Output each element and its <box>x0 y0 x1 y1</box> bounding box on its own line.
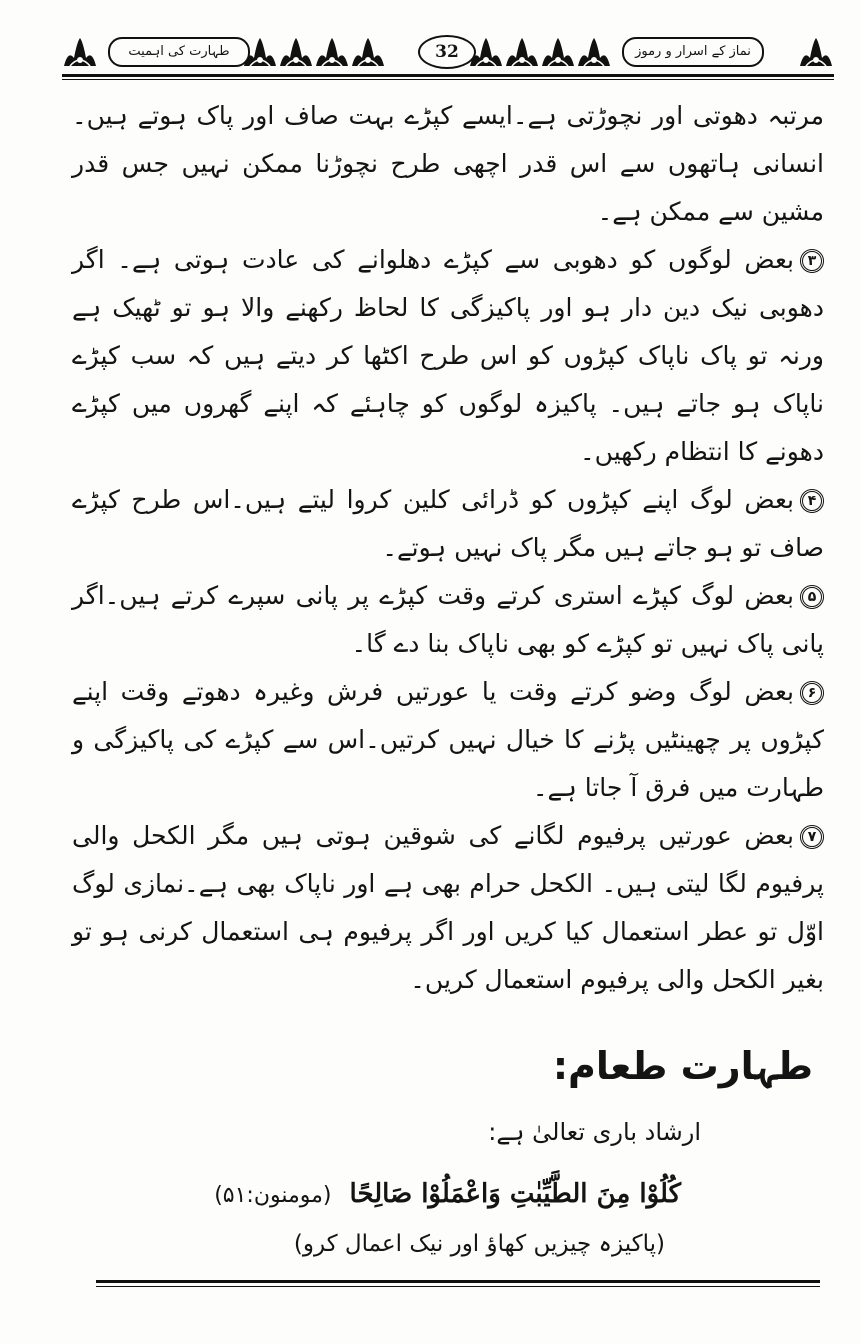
page-number: 32 <box>418 35 476 69</box>
section-intro: ارشاد باری تعالیٰ ہے: <box>488 1118 701 1146</box>
item-number-badge: ۵ <box>800 585 824 609</box>
book-title: نماز کے اسرار و رموز <box>622 37 764 67</box>
list-item <box>72 476 824 572</box>
quran-verse: كُلُوْا مِنَ الطَّيِّبٰتِ وَاعْمَلُوْا صَالِحًا <box>349 1179 681 1209</box>
paragraph-text: مرتبہ دھوتی اور نچوڑتی ہے۔ایسے کپڑے بہت صاف اور پاک ہوتے ہیں۔انسانی ہاتھوں سے اس قدر اچھی طرح نچوڑنا ممکن نہیں جس قدر مشین سے ممکن ہے۔ <box>72 101 824 226</box>
item-number-badge: ۶ <box>800 681 824 705</box>
paragraph-text: بعض لوگ اپنے کپڑوں کو ڈرائی کلین کروا لیتے ہیں۔اس طرح کپڑے صاف تو ہو جاتے ہیں مگر پاک نہیں ہوتے۔ <box>72 485 824 562</box>
body-text <box>72 92 824 1004</box>
footer-rule-thin <box>96 1286 820 1287</box>
item-number-badge: ۴ <box>800 489 824 513</box>
header-rule-thin <box>62 79 834 80</box>
chapter-title: طہارت کی اہمیت <box>108 37 250 67</box>
section-heading: طہارت طعام: <box>552 1044 813 1088</box>
item-number-badge: ۳ <box>800 249 824 273</box>
item-number-badge: ۷ <box>800 825 824 849</box>
paragraph-text: بعض لوگ وضو کرتے وقت یا عورتیں فرش وغیرہ دھوتے وقت اپنے کپڑوں پر چھینٹیں پڑنے کا خیال نہیں کرتیں۔اس سے کپڑے کی پاکیزگی و طہارت میں فرق آ جاتا ہے۔ <box>72 677 824 802</box>
verse-reference: (مومنون:۵۱) <box>214 1183 332 1208</box>
verse-translation: (پاکیزہ چیزیں کھاؤ اور نیک اعمال کرو) <box>293 1231 665 1257</box>
list-item <box>72 812 824 1004</box>
page-header <box>62 34 834 80</box>
paragraph-text: بعض عورتیں پرفیوم لگانے کی شوقین ہوتی ہیں مگر الکحل والی پرفیوم لگا لیتی ہیں۔ الکحل حرام بھی ہے اور ناپاک بھی ہے۔نمازی لوگ اوّل تو عطر استعمال کیا کریں اور اگر پرفیوم ہی استعمال کرنی ہو تو بغیر الکحل والی پرفیوم استعمال کریں۔ <box>72 821 824 994</box>
list-item <box>72 236 824 476</box>
quran-verse-line <box>214 1172 681 1218</box>
header-rule <box>62 74 834 77</box>
list-item <box>72 668 824 812</box>
paragraph-text: بعض لوگوں کو دھوبی سے کپڑے دھلوانے کی عادت ہوتی ہے۔ اگر دھوبی نیک دین دار ہو اور پاکیزگی کا لحاظ رکھنے والا ہو تو ٹھیک ہے ورنہ تو پاک ناپاک کپڑوں کو اس طرح اکٹھا کر دیتے ہیں کہ سب کپڑے ناپاک ہو جاتے ہیں۔ پاکیزہ لوگوں کو چاہئے کہ اپنے گھروں میں کپڑے دھونے کا انتظام رکھیں۔ <box>72 245 824 466</box>
footer-rule <box>96 1280 820 1283</box>
paragraph-text: بعض لوگ کپڑے استری کرتے وقت کپڑے پر پانی سپرے کرتے ہیں۔اگر پانی پاک نہیں تو کپڑے کو بھی ناپاک بنا دے گا۔ <box>72 581 824 658</box>
paragraph-continued <box>72 92 824 236</box>
list-item <box>72 572 824 668</box>
